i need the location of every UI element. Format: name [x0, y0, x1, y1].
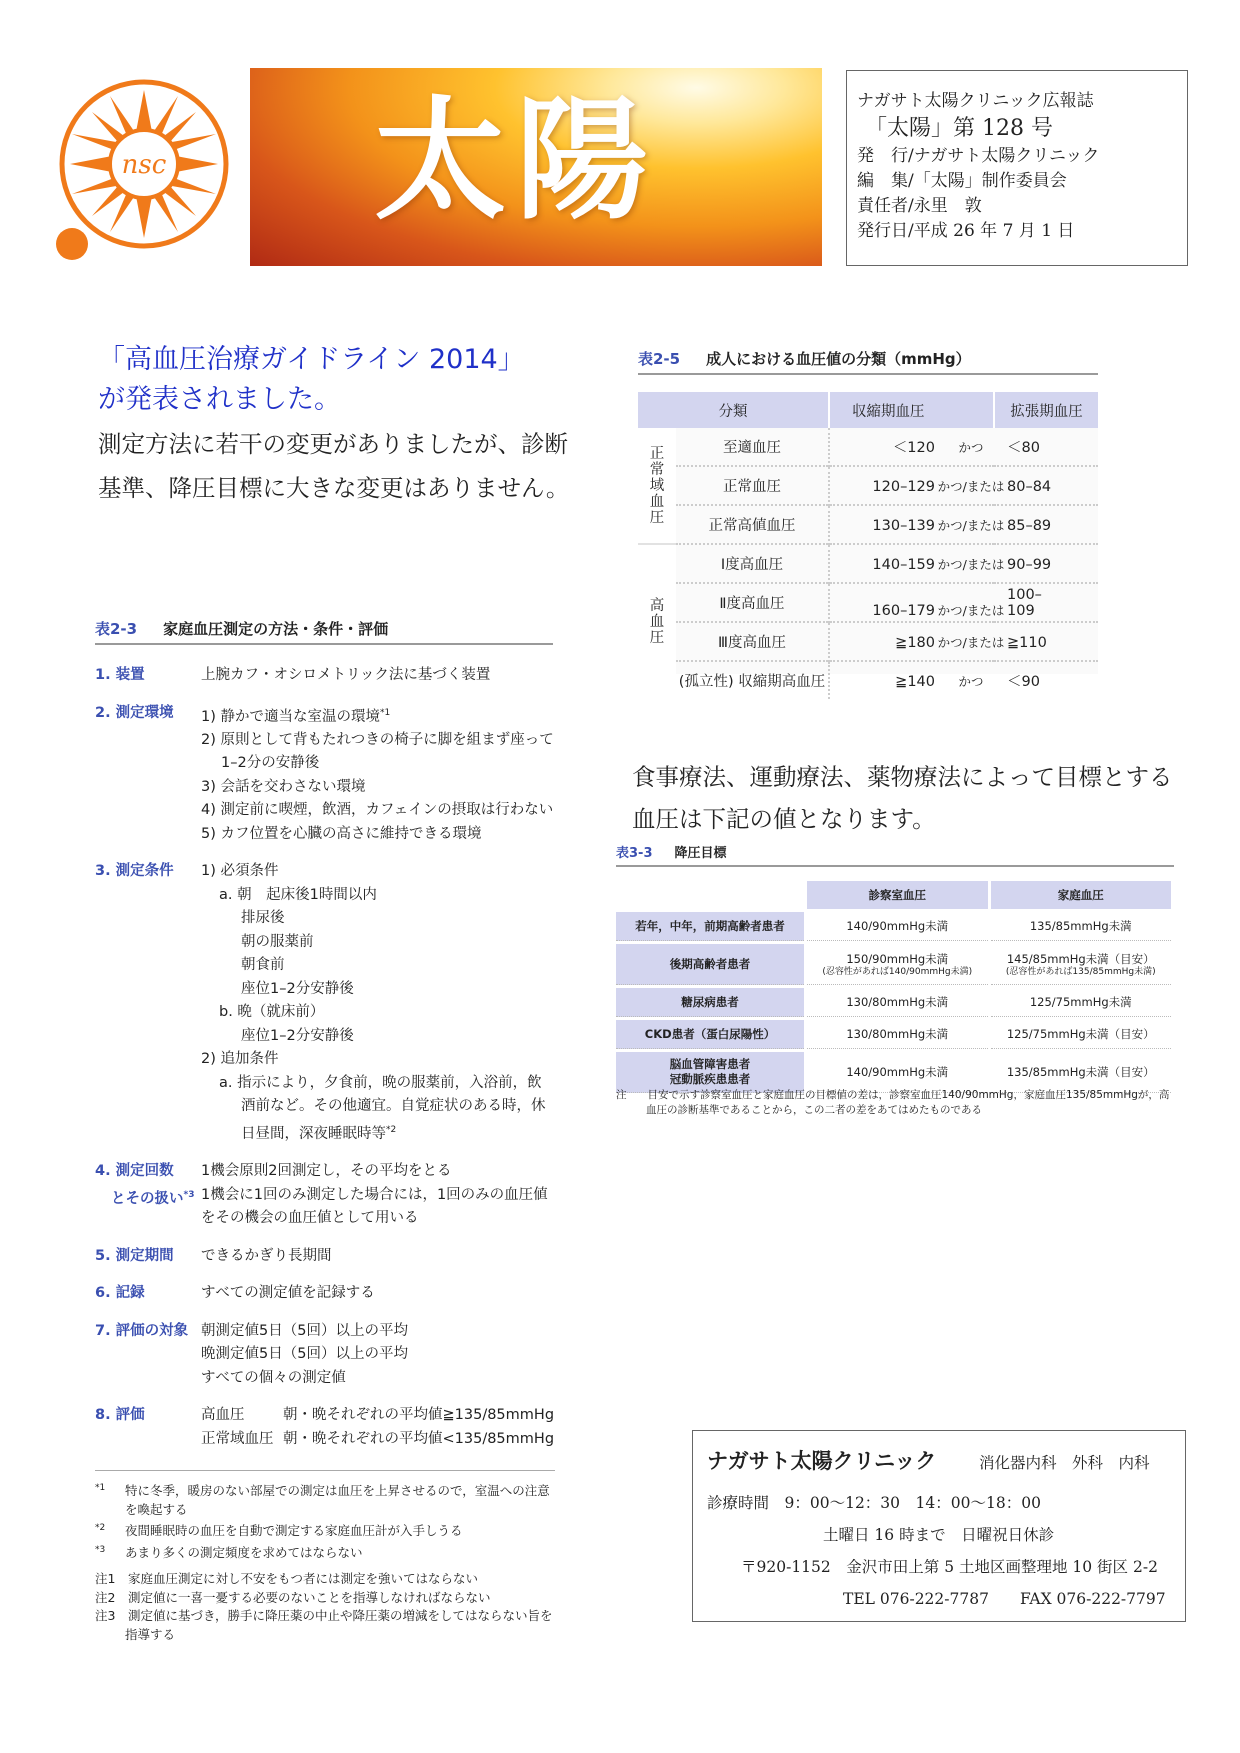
env-line-5: 5) カフ位置を心臓の高さに維持できる環境: [201, 825, 482, 842]
footnote-mark: *2: [95, 1523, 106, 1534]
table25-number: 表2-5: [638, 350, 681, 368]
row-patient: CKD患者（蛋白尿陽性）: [616, 1020, 804, 1049]
row-key: 6. 記録: [95, 1285, 145, 1302]
eval-line-2: [201, 1428, 555, 1452]
freq-line-3: をその機会の血圧値として用いる: [201, 1210, 419, 1227]
table33-row: [616, 944, 1171, 985]
diastolic: 100–109: [1007, 586, 1042, 619]
target-intro-text: 食事療法、運動療法、薬物療法によって目標とする血圧は下記の値となります。: [632, 763, 1173, 833]
conjunction: かつ/または: [937, 556, 1005, 572]
lead-headline-1: 「高血圧治療ガイドライン 2014」: [98, 344, 525, 375]
diastolic: 85–89: [1007, 517, 1052, 534]
conjunction: かつ/または: [937, 602, 1005, 618]
target-line-1: 朝測定値5日（5回）以上の平均: [201, 1322, 408, 1339]
footnote-2: [95, 1519, 555, 1541]
systolic: ＜120: [892, 440, 935, 456]
table23-row-period: [95, 1245, 555, 1269]
table33-title: 降圧目標: [674, 846, 727, 861]
table25-row: [638, 466, 1098, 505]
env-line-1: [201, 702, 555, 729]
row-class: Ⅱ度高血圧: [676, 583, 829, 622]
masthead-box: [846, 70, 1188, 266]
home-value: 145/85mmHg未満（目安）: [1006, 951, 1155, 966]
diastolic: ＜90: [1007, 674, 1040, 690]
row-values: [829, 428, 1098, 466]
table33-row: [616, 1052, 1171, 1093]
table23-caption: [95, 618, 553, 645]
eval-value-2: 朝・晩それぞれの平均値<135/85mmHg: [283, 1430, 555, 1447]
env-line-3: 3) 会話を交わさない環境: [201, 778, 366, 795]
eval-value-1: 朝・晩それぞれの平均値≧135/85mmHg: [283, 1407, 555, 1424]
env-line-2b: 1–2分の安静後: [221, 755, 320, 772]
cond-additional-3: [201, 1119, 555, 1146]
clinic-value: 130/80mmHg未満: [807, 1020, 988, 1049]
footnote-3-text: あまり多くの測定頻度を求めてはならない: [125, 1544, 363, 1560]
cond-morning: a. 朝 起床後1時間以内: [219, 886, 377, 903]
table33-number: 表3-3: [616, 846, 653, 861]
clinic-name: ナガサト太陽クリニック: [707, 1449, 937, 1473]
env-line-4: 4) 測定前に喫煙，飲酒，カフェインの摂取は行わない: [201, 802, 554, 819]
clinic-cell: [807, 944, 988, 985]
table23-row-record: [95, 1282, 555, 1306]
clinic-value: 150/90mmHg未満: [846, 951, 949, 966]
table33-caption: [616, 842, 1174, 867]
eval-label-2: 正常域血圧: [201, 1430, 274, 1447]
table23-row-conditions: [95, 860, 555, 1146]
table25-header-systolic: 収縮期血圧: [829, 392, 994, 428]
row-values: [829, 466, 1098, 505]
systolic: ≧180: [895, 634, 935, 651]
clinic-value: 140/90mmHg未満: [807, 912, 988, 941]
conjunction: かつ/または: [937, 517, 1005, 533]
table33-header-clinic: 診察室血圧: [807, 881, 988, 909]
freq-line-2: 1機会に1回のみ測定した場合には，1回のみの血圧値: [201, 1186, 548, 1203]
table33: [616, 878, 1174, 1096]
row-patient-2: 冠動脈疾患患者: [669, 1072, 751, 1086]
row-key: 2. 測定環境: [95, 704, 174, 721]
cond-additional: 2) 追加条件: [201, 1051, 279, 1068]
footnote-mark: *1: [380, 707, 391, 718]
footnote-mark: *2: [386, 1124, 397, 1135]
row-patient: 後期高齢者患者: [616, 944, 804, 985]
table25-caption: [638, 348, 1098, 375]
row-class: 正常血圧: [676, 466, 829, 505]
table33-row: [616, 988, 1171, 1017]
row-key: 5. 測定期間: [95, 1247, 174, 1264]
row-key: 1. 装置: [95, 667, 145, 683]
systolic: 140–159: [872, 556, 935, 573]
table25-row: [638, 428, 1098, 466]
diastolic: ≧110: [1007, 634, 1047, 651]
systolic: 120–129: [872, 478, 935, 495]
table25-row: [638, 583, 1098, 622]
row-key: 4. 測定回数: [95, 1163, 174, 1180]
cond-required: 1) 必須条件: [201, 863, 279, 880]
table23-row-target: [95, 1320, 555, 1391]
row-key: 8. 評価: [95, 1407, 145, 1424]
row-patient: [616, 1052, 804, 1093]
masthead-editor: 編 集/「太陽」制作委員会: [857, 171, 1067, 191]
row-class: Ⅰ度高血圧: [676, 544, 829, 583]
clinic-sub: (忍容性があれば140/90mmHg未満): [822, 966, 973, 977]
row-class: Ⅲ度高血圧: [676, 622, 829, 661]
home-value: 135/85mmHg未満（目安）: [991, 1052, 1172, 1093]
row-patient-1: 脳血管障害患者: [669, 1057, 751, 1071]
freq-line-1: 1機会原則2回測定し，その平均をとる: [201, 1163, 452, 1180]
note-1: 注1 家庭血圧測定に対し不安をもつ者には測定を強いてはならない: [95, 1571, 478, 1587]
table25-row: [638, 505, 1098, 544]
row-class: 至適血圧: [723, 440, 781, 456]
row-values: [829, 505, 1098, 544]
lead-section: [98, 340, 574, 510]
clinic-departments: 消化器内科 外科 内科: [979, 1454, 1150, 1472]
table25-header-diastolic: 拡張期血圧: [994, 392, 1098, 428]
table33-row: [616, 912, 1171, 941]
table25-row: [638, 661, 1098, 699]
table23-row-frequency: [95, 1160, 555, 1231]
masthead-date: 発行日/平成 26 年 7 月 1 日: [857, 221, 1075, 241]
row-key: 7. 評価の対象: [95, 1322, 189, 1339]
table23-row-environment: [95, 702, 555, 847]
table25-row: [638, 544, 1098, 583]
table23-title: 家庭血圧測定の方法・条件・評価: [163, 620, 389, 638]
table23-footnotes: [95, 1470, 555, 1644]
clinic-tel-fax: TEL 076-222-7787 FAX 076-222-7797: [843, 1590, 1166, 1608]
group-high: 高 血 圧: [638, 544, 676, 699]
lead-body: 測定方法に若干の変更がありましたが、診断基準、降圧目標に大きな変更はありません。: [98, 430, 570, 502]
row-value: すべての測定値を記録する: [201, 1285, 375, 1302]
cond-additional-2: 酒前など。その他適宜。自覚症状のある時，休: [241, 1098, 546, 1115]
row-key-2-text: とその扱い: [111, 1190, 184, 1207]
systolic: 130–139: [872, 517, 935, 534]
diastolic: ＜80: [1007, 440, 1040, 456]
sun-banner: [250, 68, 822, 266]
masthead-responsible: 責任者/永里 敦: [857, 196, 982, 216]
cond-evening: b. 晩（就床前）: [219, 1004, 325, 1021]
row-value: できるかぎり長期間: [201, 1247, 332, 1264]
footnote-1-text: 特に冬季，暖房のない部屋での測定は血圧を上昇させるので，室温への注意を喚起する: [125, 1483, 550, 1517]
note-2: 注2 測定値に一喜一憂する必要のないことを指導しなければならない: [95, 1589, 491, 1605]
conjunction: かつ: [958, 674, 984, 689]
row-patient: 若年，中年，前期高齢者患者: [616, 912, 804, 941]
sun-logo: [48, 76, 234, 262]
row-key: 3. 測定条件: [95, 863, 174, 880]
footnote-mark: *3: [183, 1189, 195, 1200]
cond-morning-1: 排尿後: [241, 910, 285, 927]
clinic-saturday: 土曜日 16 時まで 日曜祝日休診: [823, 1526, 1055, 1544]
target-line-3: すべての個々の測定値: [201, 1369, 346, 1386]
masthead-line1: ナガサト太陽クリニック広報誌: [857, 91, 1094, 111]
row-class: 正常高値血圧: [676, 505, 829, 544]
lead-headline-2: が発表されました。: [98, 384, 341, 415]
conjunction: かつ/または: [937, 634, 1005, 650]
row-values: [829, 622, 1098, 661]
conjunction: かつ: [958, 440, 984, 455]
row-patient: 糖尿病患者: [616, 988, 804, 1017]
row-values: [829, 583, 1098, 622]
table23-body: [95, 664, 555, 1451]
target-line-2: 晩測定値5日（5回）以上の平均: [201, 1346, 408, 1363]
table33-header-home: 家庭血圧: [991, 881, 1172, 909]
clinic-address: 〒920-1152 金沢市田上第 5 土地区画整理地 10 街区 2-2: [741, 1558, 1158, 1576]
table23-number: 表2-3: [95, 620, 138, 638]
note-3: 注3 測定値に基づき，勝手に降圧薬の中止や降圧薬の増減をしてはならない旨を指導する: [95, 1608, 553, 1642]
cond-additional-1: a. 指示により，夕食前，晩の服薬前，入浴前，飲: [219, 1074, 542, 1091]
banner-title: 太陽: [374, 83, 658, 238]
masthead-publisher: 発 行/ナガサト太陽クリニック: [857, 146, 1100, 166]
table33-note: 注 目安で示す診察室血圧と家庭血圧の目標値の差は，診察室血圧140/90mmHg，家庭血圧135/85mmHgが，高血圧の診断基準であることから，この二者の差をあてはめたものである: [616, 1089, 1170, 1116]
env-line-1-text: 1) 静かで適当な室温の環境: [201, 708, 380, 725]
footnote-2-text: 夜間睡眠時の血圧を自動で測定する家庭血圧計が入手しうる: [125, 1523, 463, 1539]
systolic: 160–179: [872, 602, 935, 619]
row-key-2: [95, 1184, 201, 1211]
eval-line-1: [201, 1404, 555, 1428]
row-values: [829, 661, 1098, 699]
home-value: 125/75mmHg未満: [991, 988, 1172, 1017]
conjunction: かつ/または: [937, 478, 1005, 494]
eval-label-1: 高血圧: [201, 1407, 245, 1424]
cond-evening-1: 座位1–2分安静後: [241, 1027, 354, 1044]
diastolic: 90–99: [1007, 556, 1052, 573]
clinic-value: 130/80mmHg未満: [807, 988, 988, 1017]
footnote-mark: *1: [95, 1483, 106, 1493]
home-cell: [991, 944, 1172, 985]
table23-row-evaluation: [95, 1404, 555, 1451]
diastolic: 80–84: [1007, 478, 1052, 495]
home-value: 135/85mmHg未満: [991, 912, 1172, 941]
cond-additional-3-text: 日昼間，深夜睡眠時等: [241, 1125, 386, 1142]
home-sub: (忍容性があれば135/85mmHg未満): [1005, 966, 1156, 977]
cond-morning-4: 座位1–2分安静後: [241, 980, 354, 997]
cond-morning-3: 朝食前: [241, 957, 285, 974]
footnote-1: [95, 1479, 555, 1519]
masthead-issue: 「太陽」第 128 号: [865, 116, 1053, 141]
clinic-hours: 診療時間 9：00～12：30 14：00～18：00: [707, 1494, 1041, 1512]
table25-header-class: 分類: [638, 392, 829, 428]
table25-row: [638, 622, 1098, 661]
svg-text:nsc: nsc: [121, 150, 167, 180]
group-normal: 正 常 域 血 圧: [638, 428, 676, 544]
systolic: ≧140: [895, 674, 935, 690]
table25-title: 成人における血圧値の分類（mmHg）: [706, 350, 971, 368]
footnote-3: [95, 1541, 555, 1563]
table25: [638, 392, 1098, 690]
home-value: 125/75mmHg未満（目安）: [991, 1020, 1172, 1049]
clinic-value: 140/90mmHg未満: [807, 1052, 988, 1093]
env-line-2: 2) 原則として背もたれつきの椅子に脚を組まず座って: [201, 731, 554, 748]
footnote-mark: *3: [95, 1544, 106, 1555]
row-value: 上腕カフ・オシロメトリック法に基づく装置: [201, 667, 491, 683]
table33-row: [616, 1020, 1171, 1049]
row-values: [829, 544, 1098, 583]
clinic-info-box: [692, 1430, 1186, 1622]
row-class: (孤立性) 収縮期高血圧: [676, 661, 829, 699]
table23-row-device: [95, 664, 555, 688]
cond-morning-2: 朝の服薬前: [241, 933, 314, 950]
